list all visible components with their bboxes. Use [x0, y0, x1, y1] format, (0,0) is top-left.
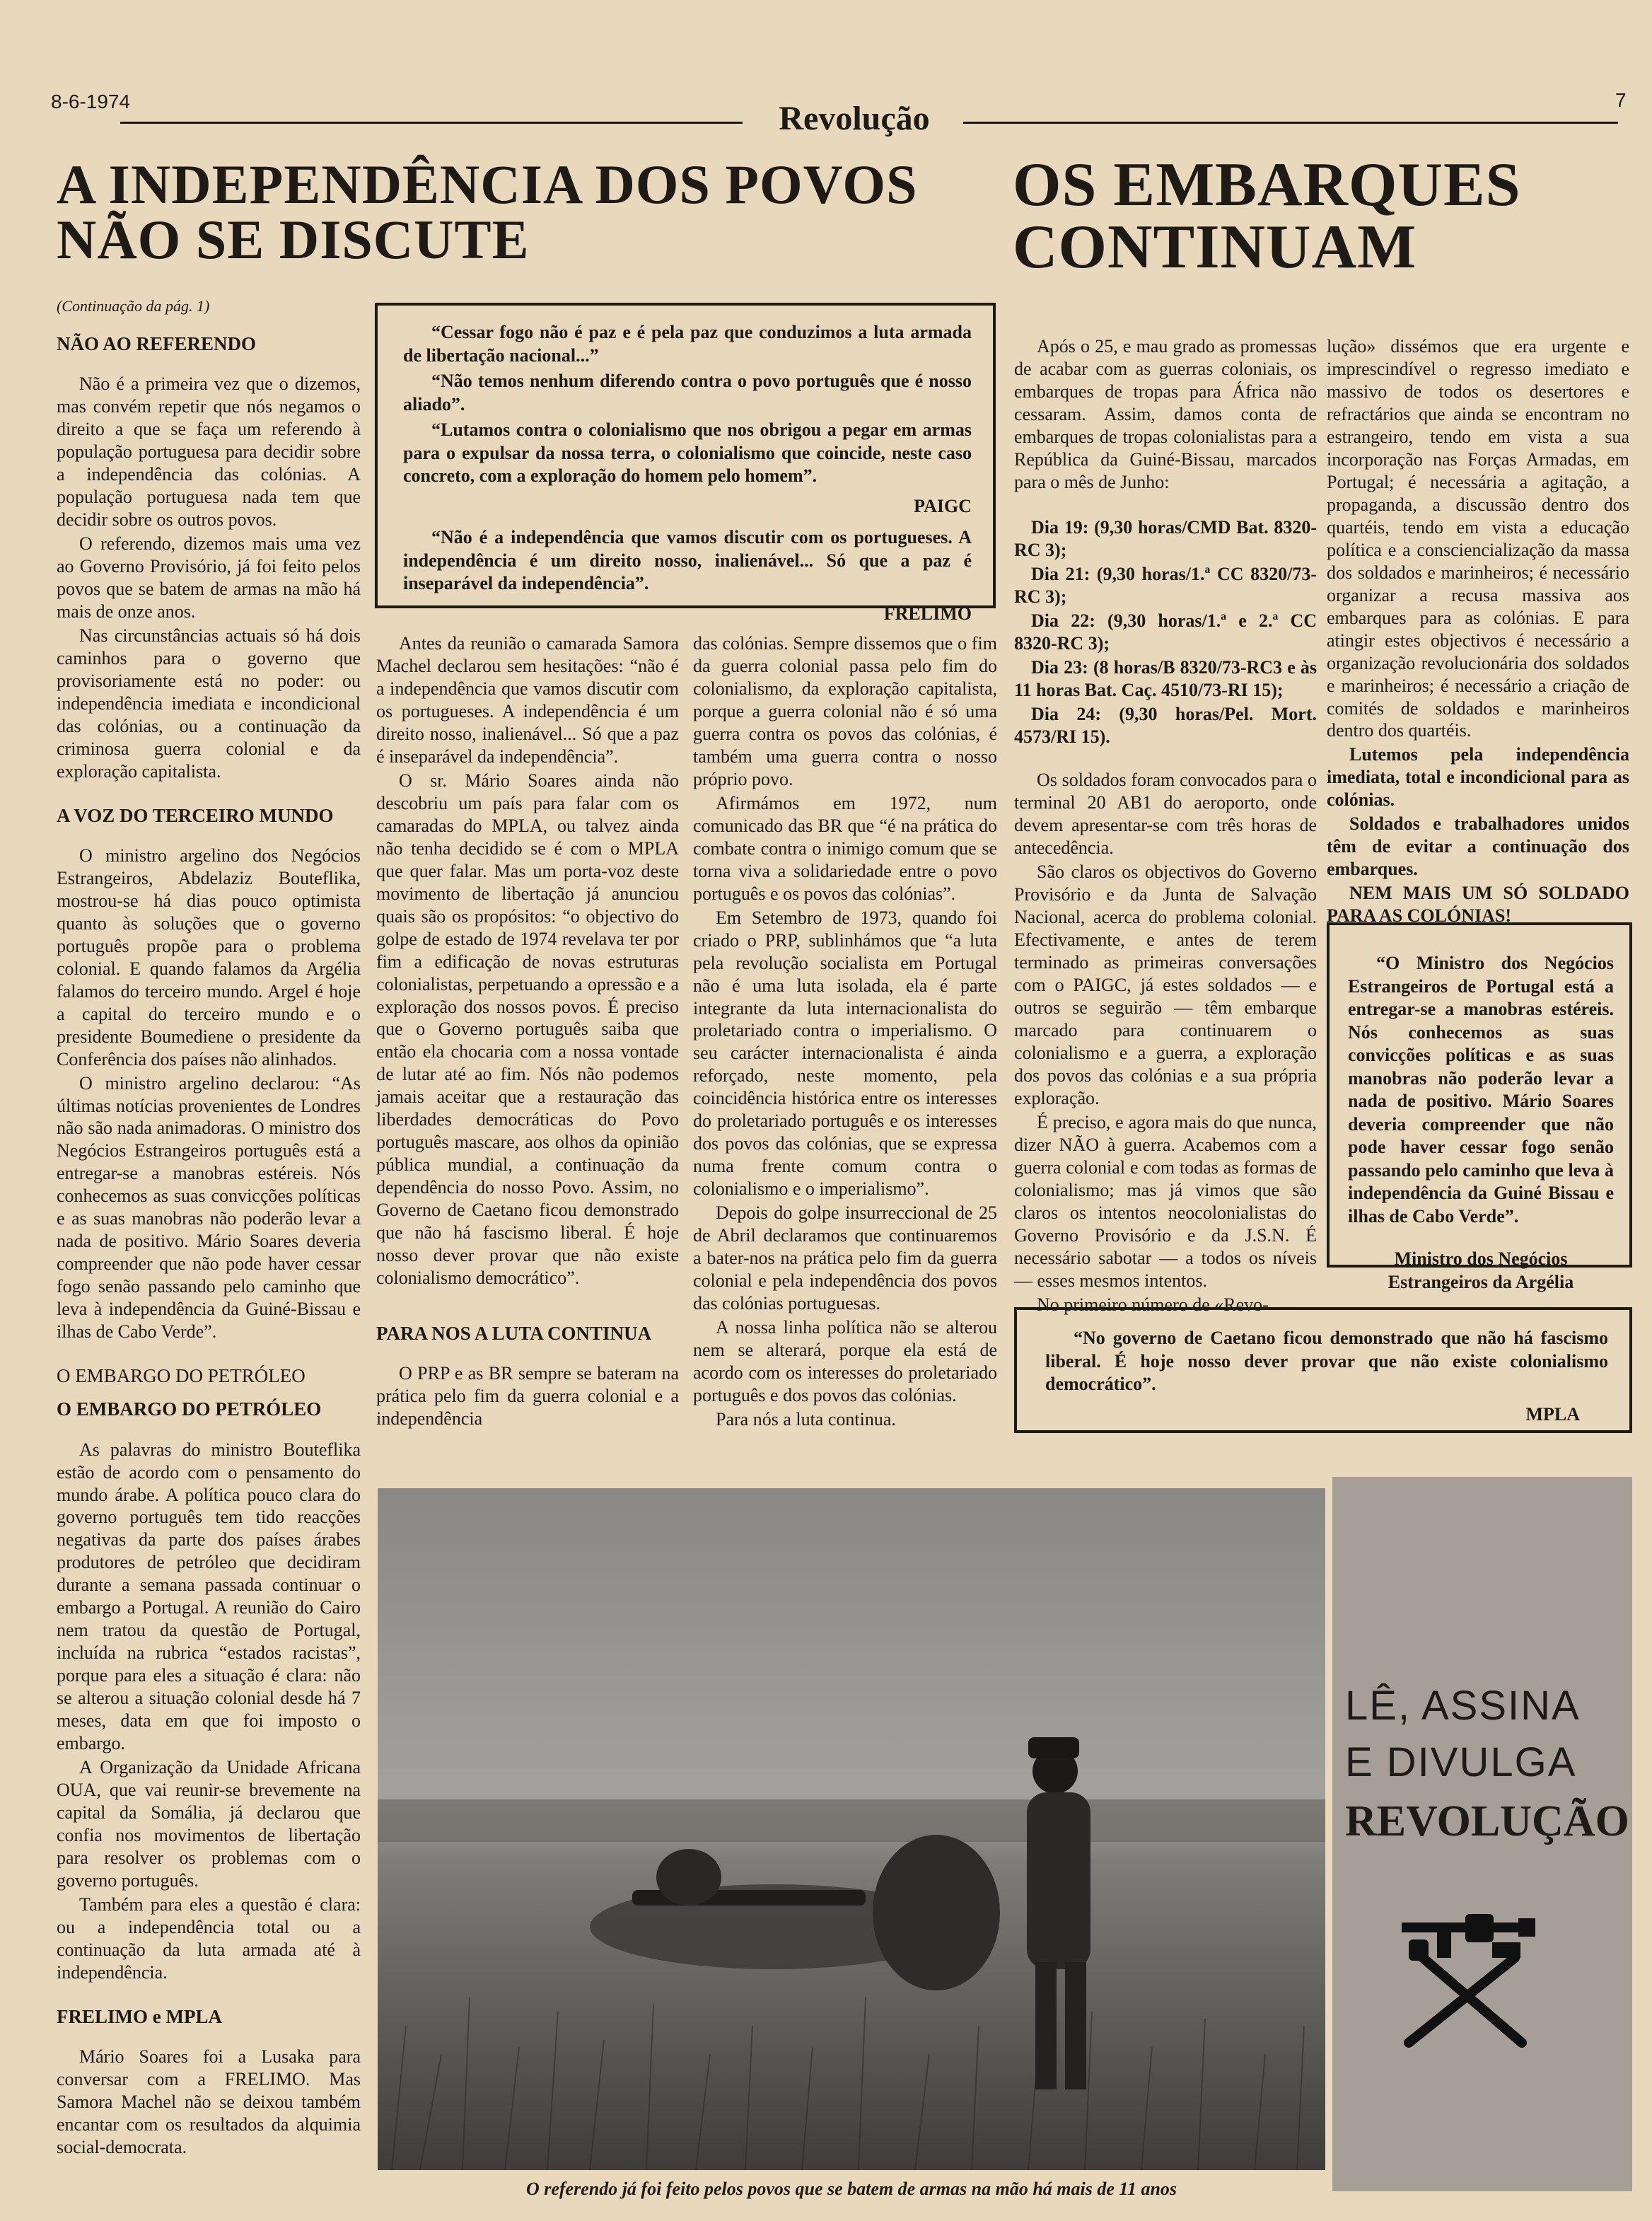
masthead-rule-right: [963, 122, 1618, 124]
quote-box-paigc-frelimo: [375, 303, 996, 624]
embark-date: Dia 22: (9,30 horas/1.ª e 2.ª CC 8320-RC 3);: [1014, 610, 1317, 654]
quote: “No governo de Caetano ficou demonstrado que não há fascismo liberal. É hoje nosso dever provar que não existe colonialismo democrático”.: [1045, 1328, 1608, 1394]
left-headline-line-1: A INDEPENDÊNCIA DOS POVOS: [57, 153, 918, 215]
quote-box-mpla: [1014, 1307, 1632, 1433]
ad-line-2: E DIVULGA: [1345, 1739, 1577, 1785]
subhead-embargo: O EMBARGO DO PETRÓLEO: [57, 1365, 306, 1387]
page-number: 7: [1615, 89, 1627, 111]
paragraph: A nossa linha política não se alterou nem se alterará, porque ela está de acordo com os interesses do proletariado português e dos povos das colónias.: [693, 1317, 997, 1405]
paragraph: O sr. Mário Soares ainda não descobriu um país para falar com os camaradas do MPLA, ou talvez ainda não tenha decidido se é com o MPLA que quer falar. Mas um porta-voz deste movimento de libertação já anunciou quais são os propósitos: “o objectivo do golpe de estado de 1974 revelava ter por fim a edificação de novas estruturas colonialistas, perpetuando a opressão e a exploração dos nossos povos. É preciso que o Governo português saiba que então ela chocaria com a nossa vontade de lutar até ao fim. Nós não podemos jamais aceitar que a restauração das liberdades democráticas do Povo português mascare, aos olhos da opinião pública mundial, a continuação da dependência do nosso Povo. Assim, no Governo de Caetano ficou demonstrado que não há fascismo liberal. É hoje nosso dever provar que não existe colonialismo democrático”.: [376, 770, 679, 1289]
paragraph: O ministro argelino dos Negócios Estrangeiros, Abdelaziz Bouteflika, mostrou-se há dias pouco optimista quanto às soluções que o governo português propõe para o problema colonial. E quando falamos da Argélia falamos do terceiro mundo. Argel é hoje a capital do terceiro mundo e o presidente Boumediene o presidente da Conferência dos países não alinhados.: [57, 845, 361, 1069]
paragraph: Antes da reunião o camarada Samora Machel declarou sem hesitações: “não é a independência que vamos discutir com os portugueses. A independência é um direito nosso, inalienável... Só que a paz é inseparável da independência”.: [376, 633, 679, 767]
slogan: Lutemos pela independência imediata, total e incondicional para as colónias.: [1327, 744, 1629, 811]
quote-signature-mpla: MPLA: [1525, 1403, 1580, 1425]
subhead-referendo: NÃO AO REFERENDO: [57, 333, 257, 354]
right-headline: [1013, 151, 1635, 282]
masthead-title: Revolução: [779, 100, 930, 137]
paragraph: Mário Soares foi a Lusaka para conversar com a FRELIMO. Mas Samora Machel não se deixou também encantar com os resultados da alquimia social-democrata.: [57, 2046, 361, 2157]
subhead-embargo-repeat: O EMBARGO DO PETRÓLEO: [57, 1398, 322, 1420]
ad-line-3: REVOLUÇÃO: [1345, 1797, 1629, 1845]
quote: “O Ministro dos Negócios Estrangeiros de Portugal está a entregar-se a manobras estéreis. Nós conhecemos as suas convicções políticas e as suas manobras não poderão levar a nada de positivo. Mário Soares deveria compreender que não pode haver cessar fogo senão passando pelo caminho que leva à independência da Guiné Bissau e ilhas de Cabo Verde”.: [1348, 953, 1614, 1227]
quote: “Cessar fogo não é paz e é pela paz que conduzimos a luta armada de libertação nacional...”: [403, 322, 972, 366]
rifle-hammer-wrench-icon: [1388, 1908, 1543, 2057]
paragraph: Para nós a luta continua.: [716, 1408, 896, 1430]
paragraph: das colónias. Sempre dissemos que o fim da guerra colonial passa pelo fim do colonialismo, da exploração capitalista, porque a guerra colonial não é só uma guerra contra os povos das colónias, é também uma guerra contra o nosso próprio povo.: [693, 633, 997, 789]
left-headline: [57, 153, 948, 270]
quote: “Não é a independência que vamos discutir com os portugueses. A independência é um direito nosso, inalienável... Só que a paz é inseparável da independência”.: [403, 527, 972, 593]
quote-signature-frelimo: FRELIMO: [883, 603, 972, 624]
embark-date: Dia 19: (9,30 horas/CMD Bat. 8320-RC 3);: [1014, 516, 1317, 560]
right-headline-line-1: OS EMBARQUES: [1013, 151, 1521, 219]
guerrilla-photo: [378, 1488, 1325, 2170]
issue-date: 8-6-1974: [51, 91, 131, 112]
quote-signature-paigc: PAIGC: [914, 495, 972, 516]
quote: “Lutamos contra o colonialismo que nos obrigou a pegar em armas para o expulsar da nossa terra, o colonialismo que coincide, neste caso concreto, com a exploração do homem pelo homem”.: [403, 419, 972, 486]
paragraph: Os soldados foram convocados para o terminal 20 AB1 do aeroporto, onde devem apresentar-se com três horas de antecedência.: [1014, 770, 1317, 859]
slogan: NEM MAIS UM SÓ SOLDADO PARA AS COLÓNIAS!: [1327, 883, 1629, 927]
paragraph: Em Setembro de 1973, quando foi criado o PRP, sublinhámos que “a luta pela revolução socialista em Portugal não é uma luta isolada, ela é parte integrante da luta internacionalista do proletariado contra o imperialismo. O seu carácter internacionalista é ainda reforçado, neste momento, pela coincidência histórica entre os interesses do proletariado português e os interesses dos povos das colónias, que se expressa numa frente comum contra o colonialismo e o imperialismo”.: [693, 907, 997, 1200]
paragraph: O PRP e as BR sempre se bateram na prática pelo fim da guerra colonial e a independência: [376, 1363, 679, 1430]
right-headline-line-2: CONTINUAM: [1013, 213, 1417, 282]
embark-date: Dia 23: (8 horas/B 8320/73-RC3 e às 11 horas Bat. Caç. 4510/73-RI 15);: [1014, 656, 1317, 700]
continuation-note: (Continuação da pág. 1): [57, 297, 210, 315]
paragraph: A Organização da Unidade Africana OUA, que vai reunir-se brevemente na capital da Somália, já declarou que confia nos movimentos de libertação para resolver os problemas com o governo português.: [57, 1757, 361, 1891]
right-article-column-1: [1014, 335, 1317, 1318]
photo-caption: O referendo já foi feito pelos povos que se batem de armas na mão há mais de 11 anos: [525, 2179, 1177, 2199]
paragraph: O referendo, dizemos mais uma vez ao Governo Provisório, já foi feito pelos povos que se batem de armas na mão há mais de onze anos.: [57, 533, 361, 622]
quote-signature-algeria: Ministro dos Negócios Estrangeiros da Argélia: [1388, 1248, 1574, 1292]
embark-date: Dia 24: (9,30 horas/Pel. Mort. 4573/RI 15).: [1014, 703, 1317, 747]
paragraph: Não é a primeira vez que o dizemos, mas convém repetir que nós negamos o direito a que se faça um referendo à população portuguesa para decidir sobre a independência das colónias. A população portuguesa nada tem que decidir sobre os outros povos.: [57, 373, 361, 530]
paragraph: Após o 25, e mau grado as promessas de acabar com as guerras coloniais, os embarques de tropas para África não cessaram. Assim, damos conta de embarques de tropas colonialistas para a República da Guiné-Bissau, marcados para o mês de Junho:: [1014, 336, 1317, 492]
subhead-luta-continua: PARA NOS A LUTA CONTINUA: [376, 1323, 652, 1345]
subhead-frelimo-mpla: FRELIMO e MPLA: [57, 2005, 222, 2027]
quote-box-algeria: [1327, 922, 1632, 1292]
subscription-ad: [1332, 1477, 1632, 2191]
slogan: Soldados e trabalhadores unidos têm de evitar a continuação dos embarques.: [1327, 813, 1629, 880]
quote: “Não temos nenhum diferendo contra o povo português que é nosso aliado”.: [403, 371, 972, 414]
paragraph: Nas circunstâncias actuais só há dois caminhos para o governo que provisoriamente está no poder: ou independência imediata e incondicional das colónias, ou a continuação da criminosa guerra colonial e da exploração capitalista.: [57, 625, 361, 782]
paragraph: Afirmámos em 1972, num comunicado das BR que “é na prática do combate contra o inimigo comum que se torna viva a solidariedade entre o povo português e os povos das colónias”.: [693, 792, 997, 904]
right-article-column-2: [1327, 335, 1629, 929]
left-article-column-1: [57, 325, 361, 2160]
left-article-column-2: [376, 632, 679, 1432]
masthead-rule-left: [120, 122, 743, 124]
paragraph: No primeiro número de «Revo-: [1037, 1294, 1269, 1315]
left-headline-line-2: NÃO SE DISCUTE: [57, 209, 530, 270]
paragraph: O ministro argelino declarou: “As últimas notícias provenientes de Londres não são nada animadoras. O ministro dos Negócios Estrangeiros português está a entregar-se a manobras estéreis. Nós conhecemos as suas convicções políticas e as suas manobras não poderão levar a nada de positivo. Mário Soares deveria compreender que não pode haver cessar fogo senão passando pelo caminho que leva à independência da Guiné-Bissau e ilhas de Cabo Verde”.: [57, 1072, 361, 1343]
paragraph: São claros os objectivos do Governo Provisório e da Junta de Salvação Nacional, acerca do problema colonial. Efectivamente, e antes de terem terminado as primeiras conversações com o PAIGC, já estes soldados — e outros se seguirão — têm embarque marcado para continuarem o colonialismo e a guerra, a exploração dos povos das colónias e a sua própria exploração.: [1014, 862, 1317, 1109]
ad-line-1: LÊ, ASSINA: [1345, 1683, 1581, 1729]
guerrilla-photo-image: [378, 1488, 1325, 2170]
paragraph: É preciso, e agora mais do que nunca, dizer NÃO à guerra. Acabemos com a guerra colonial e com todas as formas de colonialismo; mas já vimos que são claros os intentos neocolonialistas do Governo Provisório e da J.S.N. É necessário sabotar — a todos os níveis — esses mesmos intentos.: [1014, 1112, 1317, 1291]
paragraph: As palavras do ministro Bouteflika estão de acordo com o pensamento do mundo árabe. A política pouco clara do governo português tem tido reacções negativas da parte dos países árabes produtores de petróleo que decidiram durante a semana passada continuar o embargo a Portugal. A reunião do Cairo nem tratou da questão de Portugal, incluída na rubrica “estados racistas”, porque para eles a situação é clara: não se alterou a situação colonial desde há 7 meses, data em que foi imposto o embargo.: [57, 1439, 361, 1754]
left-article-column-3: [693, 632, 997, 1432]
paragraph: lução» dissémos que era urgente e imprescindível o regresso imediato e massivo de todos os desertores e refractários que ainda se encontram no estrangeiro, tendo em vista a sua incorporação nas Forças Armadas, em Portugal; é necessária a agitação, a propaganda, a discussão dentro dos quartéis, tendo em vista a educação política e a consciencialização da massa dos soldados e marinheiros; é necessário organizar a recusa massiva aos embarques para as colónias. E para atingir estes objectivos é necessário a organização revolucionária dos soldados e marinheiros; é necessário a criação de comités de soldados e marinheiros dentro dos quartéis.: [1327, 336, 1629, 741]
embark-date: Dia 21: (9,30 horas/1.ª CC 8320/73-RC 3);: [1014, 563, 1317, 607]
paragraph: Depois do golpe insurreccional de 25 de Abril declaramos que continuaremos a bater-nos na prática pelo fim da guerra colonial e pela independência dos povos das colónias portuguesas.: [693, 1202, 997, 1314]
subhead-terceiro-mundo: A VOZ DO TERCEIRO MUNDO: [57, 804, 334, 826]
paragraph: Também para eles a questão é clara: ou a independência total ou a continuação da luta armada até à independência.: [57, 1894, 361, 1983]
